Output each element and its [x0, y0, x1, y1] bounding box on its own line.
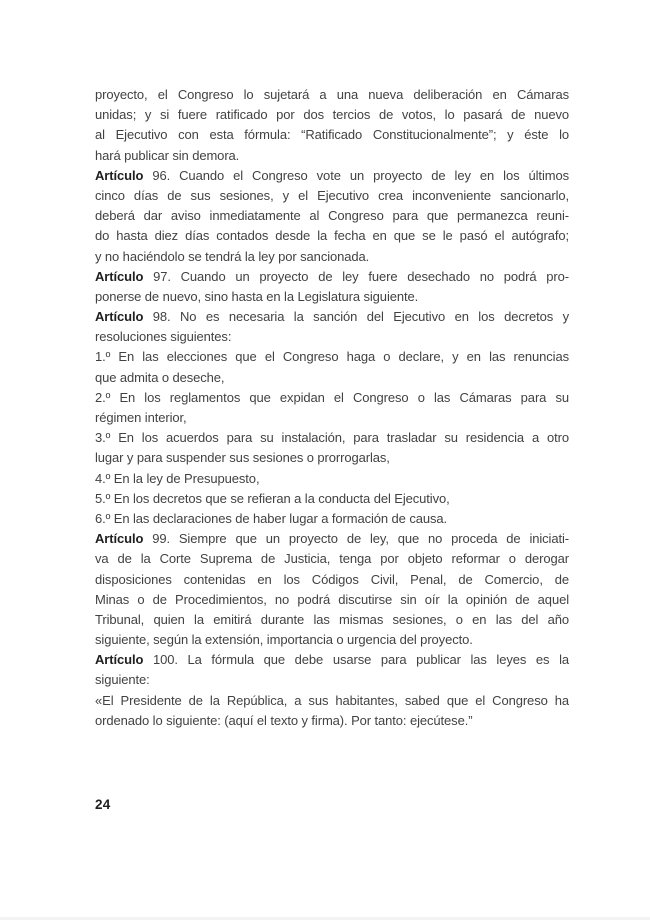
text-line: 6.º En las declaraciones de haber lugar a formación de causa.	[95, 510, 448, 526]
text-line: régimen interior,	[95, 410, 187, 425]
article-label: Artículo	[95, 652, 144, 668]
article-label: Artículo	[95, 531, 144, 547]
text-line: siguiente:	[95, 672, 150, 688]
text-line: proyecto, el Congreso lo sujetará a una nueva deliberación en Cámaras	[95, 87, 569, 102]
page-number: 24	[95, 797, 111, 812]
text-line: al Ejecutivo con esta fórmula: “Ratificado Constitucionalmente”; y éste lo	[95, 127, 569, 143]
text-line: ordenado lo siguiente: (aquí el texto y firma). Por tanto: ejecútese.”	[95, 712, 473, 728]
article-label: Artículo	[95, 309, 144, 325]
article-label: Artículo	[95, 167, 144, 183]
text-line: 2.º En los reglamentos que expidan el Congreso o las Cámaras para su	[95, 389, 569, 405]
text-line: Artículo 99. Siempre que un proyecto de ley, que no proceda de iniciati-	[95, 531, 569, 547]
text-line: cinco días de sus sesiones, y el Ejecutivo crea inconveniente sancionarlo,	[95, 187, 569, 203]
text-line: ponerse de nuevo, sino hasta en la Legislatura siguiente.	[95, 288, 419, 304]
text-line: que admita o deseche,	[95, 369, 225, 385]
text-line: Artículo 98. No es necesaria la sanción del Ejecutivo en los decretos y	[95, 309, 569, 325]
text-line: Minas o de Procedimientos, no podrá discutirse sin oír la opinión de aquel	[95, 591, 569, 607]
text-line: 4.º En la ley de Presupuesto,	[95, 470, 260, 486]
text-line: resoluciones siguientes:	[95, 329, 232, 345]
text-line: Tribunal, quien la emitirá durante las mismas sesiones, o en las del año	[95, 611, 569, 627]
text-line: do hasta diez días contados desde la fecha en que se le pasó el autógrafo;	[95, 228, 569, 244]
text-line: Artículo 100. La fórmula que debe usarse para publicar las leyes es la	[95, 652, 569, 668]
text-line: unidas; y si fuere ratificado por dos tercios de votos, lo pasará de nuevo	[95, 107, 569, 123]
text-line: siguiente, según la extensión, importancia o urgencia del proyecto.	[95, 632, 473, 648]
text-line: disposiciones contenidas en los Códigos Civil, Penal, de Comercio, de	[95, 571, 569, 587]
text-line: Artículo 97. Cuando un proyecto de ley fuere desechado no podrá pro-	[95, 268, 569, 284]
text-line: Artículo 96. Cuando el Congreso vote un proyecto de ley en los últimos	[95, 167, 569, 183]
text-line: lugar y para suspender sus sesiones o prorrogarlas,	[95, 450, 390, 466]
page-text	[95, 85, 569, 731]
text-line: y no haciéndolo se tendrá la ley por sancionada.	[95, 248, 370, 264]
article-label: Artículo	[95, 268, 144, 284]
text-line: 3.º En los acuerdos para su instalación, para trasladar su residencia a otro	[95, 430, 569, 446]
text-line: deberá dar aviso inmediatamente al Congreso para que permanezca reuni-	[95, 208, 569, 224]
text-line: hará publicar sin demora.	[95, 147, 240, 163]
text-line: va de la Corte Suprema de Justicia, tenga por objeto reformar o derogar	[95, 551, 569, 567]
text-line: 5.º En los decretos que se refieran a la conducta del Ejecutivo,	[95, 490, 450, 506]
text-line: 1.º En las elecciones que el Congreso haga o declare, y en las renuncias	[95, 349, 569, 365]
text-line: «El Presidente de la República, a sus habitantes, sabed que el Congreso ha	[95, 692, 569, 708]
